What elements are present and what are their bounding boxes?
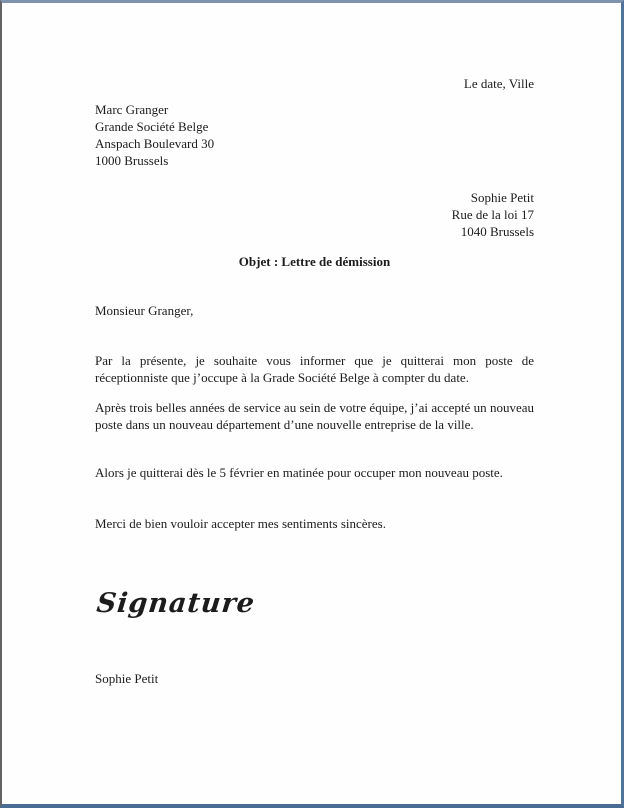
sender-name: Sophie Petit [470, 190, 534, 205]
body-paragraph-3: Alors je quitterai dès le 5 février en matinée pour occuper mon nouveau poste. [95, 465, 503, 480]
subject-line: Objet : Lettre de démission [238, 254, 391, 269]
body-paragraph-2: Après trois belles années de service au sein de votre équipe, j’ai accepté un nouveau poste dans un nouveau département d’une nouvelle entreprise de la ville. [95, 400, 534, 432]
sender-city: 1040 Brussels [460, 224, 534, 239]
handwritten-signature: Signature [95, 588, 257, 619]
sender-address-block [95, 189, 534, 240]
body-paragraph-1: Par la présente, je souhaite vous informer que je quitterai mon poste de réceptionniste que j’occupe à la Grade Société Belge à compter du date. [95, 353, 534, 385]
recipient-street: Anspach Boulevard 30 [95, 136, 215, 151]
signature-name: Sophie Petit [95, 671, 159, 686]
recipient-name: Marc Granger [95, 102, 169, 117]
salutation: Monsieur Granger, [95, 303, 194, 318]
sender-street: Rue de la loi 17 [451, 207, 534, 222]
recipient-company: Grande Société Belge [95, 119, 209, 134]
closing-line: Merci de bien vouloir accepter mes sentiments sincères. [95, 516, 386, 531]
date-line: Le date, Ville [463, 76, 534, 91]
recipient-city: 1000 Brussels [95, 153, 169, 168]
recipient-address-block [95, 101, 534, 169]
